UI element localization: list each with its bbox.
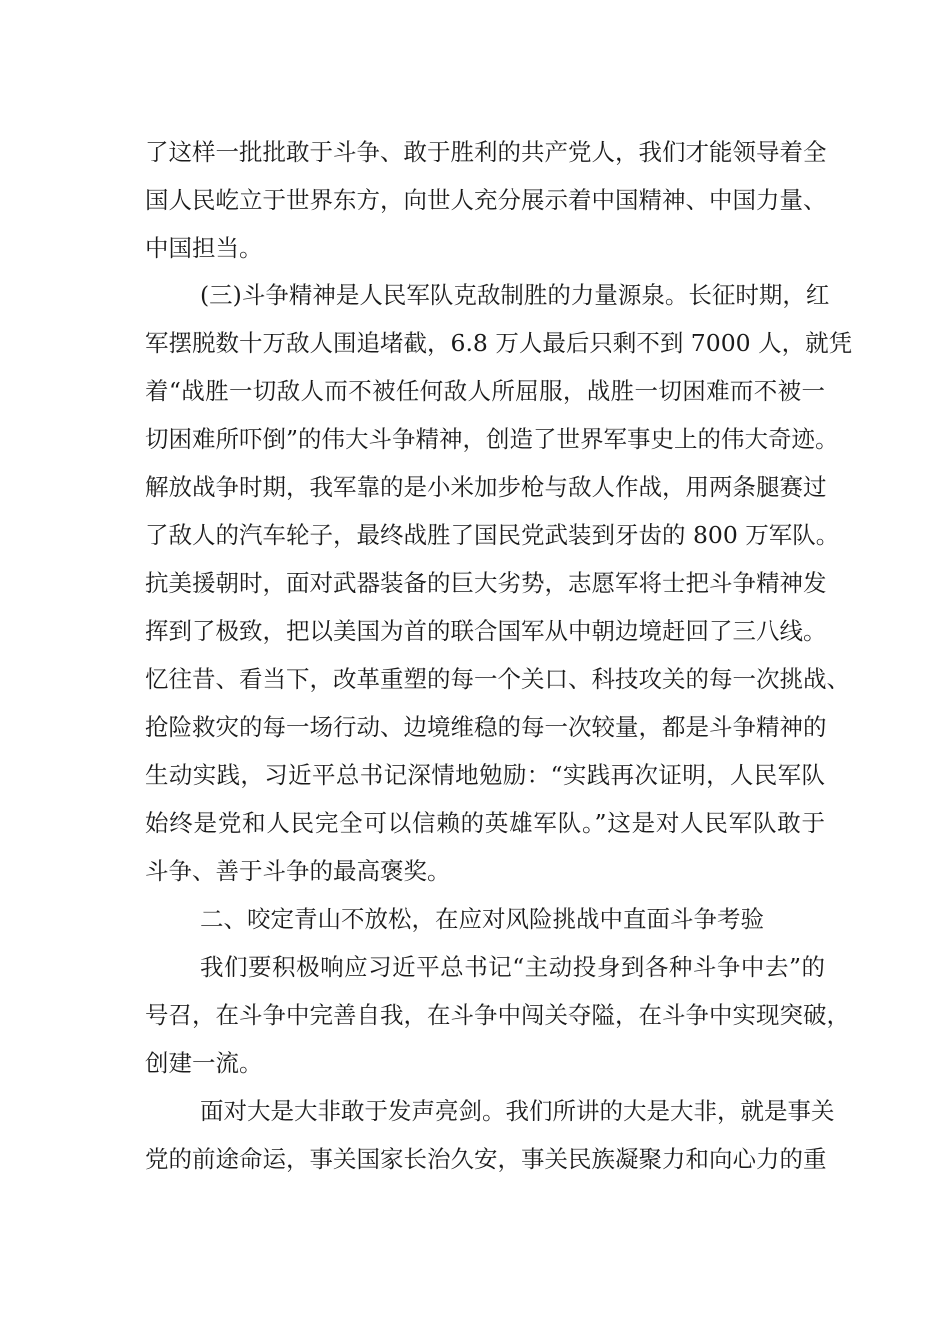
- text-line: 挥到了极致，把以美国为首的联合国军从中朝边境赶回了三八线。: [145, 617, 827, 645]
- text-line: 斗争、善于斗争的最高褒奖。: [145, 857, 451, 885]
- text-line: 了这样一批批敢于斗争、敢于胜利的共产党人，我们才能领导着全: [145, 138, 827, 166]
- text-line: 解放战争时期，我军靠的是小米加步枪与敌人作战，用两条腿赛过: [145, 473, 827, 501]
- text-line: 军摆脱数十万敌人围追堵截，6.8 万人最后只剩不到 7000 人，就凭: [145, 329, 853, 357]
- text-line: 始终是党和人民完全可以信赖的英雄军队。”这是对人民军队敢于: [145, 809, 825, 837]
- paragraph-first-line: 面对大是大非敢于发声亮剑。我们所讲的大是大非，就是事关: [200, 1097, 835, 1125]
- text-line: 抢险救灾的每一场行动、边境维稳的每一次较量，都是斗争精神的: [145, 713, 827, 741]
- text-line: 中国担当。: [145, 234, 263, 262]
- text-line: 着“战胜一切敌人而不被任何敌人所屈服，战胜一切困难而不被一: [145, 377, 825, 405]
- text-line: 抗美援朝时，面对武器装备的巨大劣势，志愿军将士把斗争精神发: [145, 569, 827, 597]
- text-line: 国人民屹立于世界东方，向世人充分展示着中国精神、中国力量、: [145, 186, 827, 214]
- text-line: 生动实践，习近平总书记深情地勉励：“实践再次证明，人民军队: [145, 761, 825, 789]
- text-line: 号召，在斗争中完善自我，在斗争中闯关夺隘，在斗争中实现突破，: [145, 1001, 850, 1029]
- text-line: 创建一流。: [145, 1049, 263, 1077]
- text-line: 了敌人的汽车轮子，最终战胜了国民党武装到牙齿的 800 万军队。: [145, 521, 840, 549]
- paragraph-first-line: 我们要积极响应习近平总书记“主动投身到各种斗争中去”的: [200, 953, 825, 981]
- section-heading: 二、咬定青山不放松，在应对风险挑战中直面斗争考验: [200, 905, 764, 933]
- text-line: 党的前途命运，事关国家长治久安，事关民族凝聚力和向心力的重: [145, 1145, 827, 1173]
- text-line: 忆往昔、看当下，改革重塑的每一个关口、科技攻关的每一次挑战、: [145, 665, 850, 693]
- paragraph-first-line: (三)斗争精神是人民军队克敌制胜的力量源泉。长征时期，红: [200, 281, 830, 309]
- text-line: 切困难所吓倒”的伟大斗争精神，创造了世界军事史上的伟大奇迹。: [145, 425, 839, 453]
